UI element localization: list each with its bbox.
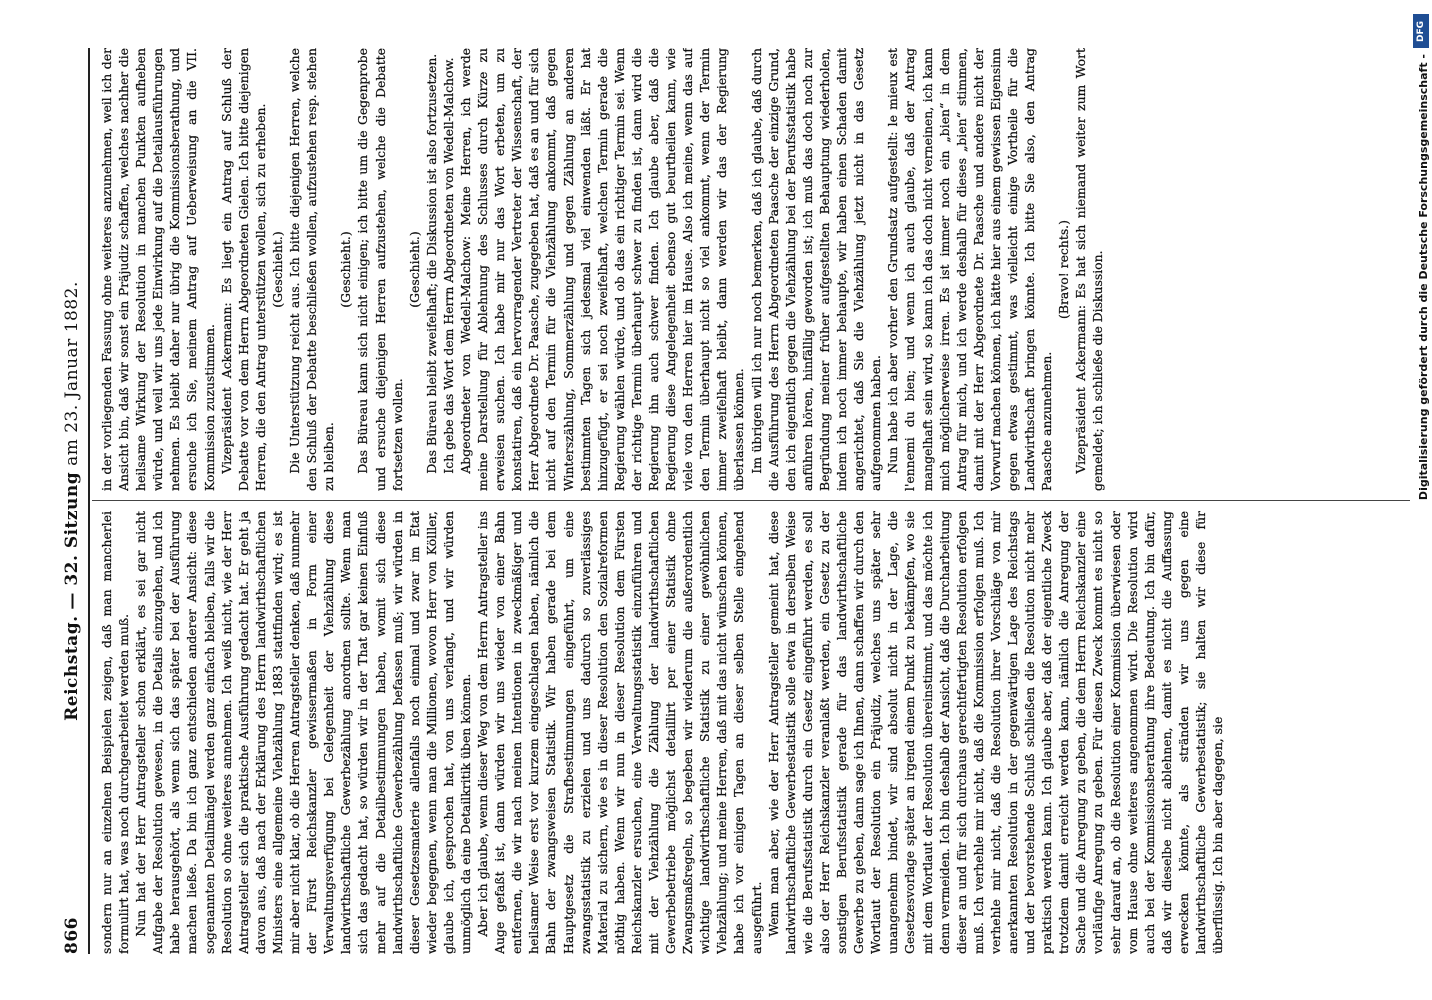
header-date: am 23. Januar 1882.	[62, 281, 82, 466]
stage-note-1: (Geschieht.)	[269, 231, 285, 308]
stage-note-3: (Geschieht.)	[406, 231, 422, 308]
page-number: 866	[62, 917, 82, 954]
right-paragraph-support: Die Unterstützung reicht aus. Ich bitte diejenigen Herren, welche den Schluß der Debatte beschließen wollen, aufzustehen resp. stehen zu bleiben.	[287, 48, 337, 491]
dfg-watermark	[1412, 0, 1430, 1000]
header-rule	[88, 48, 90, 954]
speech-vice-president-1: Vizepräsident Ackermann: Es liegt ein Antrag auf Schluß der Debatte vor von dem Herrn Abgeordneten Gielen. Ich bitte diejenigen Herren, die den Antrag unterstützen wollen, sich zu erheben.	[218, 48, 268, 491]
header-session: — 32. Sitzung	[62, 471, 82, 610]
watermark-text: Digitalisierung gefördert durch die Deutsche Forschungsgemeinschaft -	[1417, 54, 1430, 501]
header-journal: Reichstag.	[62, 615, 82, 721]
right-paragraph-principle: Nun habe ich aber vorher den Grundsatz aufgestellt: le mieux est l'ennemi du bien; und wenn ich auch glaube, daß der Antrag mangelhaft sein wird, so kann ich das doch nicht verneinen, ich kann mich möglicherweise irren. Es ist immer noch ein „bien“ in dem Antrag für mich, und ich werde deshalb für dieses „bien“ stimmen, damit mit der Herr Abgeordnete Dr. Paasche und andere nicht der Vorwurf machen können, ich hätte hier aus einem gewissen Eigensinn gegen etwas gestimmt, was vielleicht einige Vortheile für die Landwirthschaft bringen könnte. Ich bitte Sie also, den Antrag Paasche anzunehmen.	[885, 48, 1055, 491]
right-paragraph-1: in der vorliegenden Fassung ohne weiteres anzunehmen, weil ich der Ansicht bin, daß wir sonst ein Präjudiz schaffen, welches nachher die heilsame Wirkung der Resolution in manchen Punkten aufheben würde, und weil wir uns jede Einwirkung auf die Detailausführungen nehmen. Es bleibt daher nur übrig die Kommissionsberathung, und ersuche ich Sie, meinem Antrag auf Ueberweisung an die VII. Kommission zuzustimmen.	[99, 48, 217, 491]
right-paragraph-bureau-1: Das Büreau kann sich nicht einigen; ich bitte um die Gegenprobe und ersuche diejenigen Herren aufzustehen, welche die Debatte fortsetzen wollen.	[355, 48, 405, 491]
left-paragraph-2: Nun hat der Herr Antragsteller schon erklärt, es sei gar nicht Aufgabe der Resolution gewesen, in die Details einzugehen, und ich habe herausgehört, als wenn sich das später bei der Ausführung machen ließe. Da bin ich ganz entschieden anderer Ansicht: diese sogenannten Detailmängel werden ganz einfach bleiben, falls wir die Resolution so ohne weiteres annehmen. Ich weiß nicht, wie der Herr Antragsteller sich die praktische Ausführung gedacht hat. Er geht ja davon aus, daß nach der Erklärung des Herrn landwirthschaftlichen Ministers eine allgemeine Viehzählung 1883 stattfinden wird; es ist mir aber nicht klar, ob die Herren Antragsteller denken, daß nunmehr der Fürst Reichskanzler gewissermaßen in Form einer Verwaltungsverfügung bei Gelegenheit der Viehzählung diese landwirthschaftliche Gewerbezählung anordnen sollte. Wenn man sich das gedacht hat, so würden wir in der That gar keinen Einfluß mehr auf die Detailbestimmungen haben, womit sich diese landwirthschaftliche Gewerbezählung befassen muß; wir würden in dieser Gesetzesmaterie allenfalls noch einmal und zwar im Etat wieder begegnen, wenn man die Millionen, wovon Herr von Kölller, glaube ich, gesprochen hat, von uns verlangt, und wir würden unmöglich da eine Detailkritik üben können.	[133, 511, 473, 954]
dfg-logo: DFG	[1413, 14, 1429, 48]
right-column	[98, 48, 1410, 491]
column-separator	[92, 500, 1410, 501]
left-paragraph-1: sondern nur an einzelnen Beispielen zeigen, daß man mancherlei formulirt hat, was noch durchgearbeitet werden muß.	[99, 511, 132, 954]
header-title	[62, 48, 82, 954]
right-paragraph-bureau-2: Das Büreau bleibt zweifelhaft; die Diskussion ist also fortzusetzen.	[423, 53, 439, 474]
running-header	[56, 48, 90, 954]
speech-wedell-malchow: Abgeordneter von Wedell-Malchow: Meine Herren, ich werde meine Darstellung für Ablehnung des Schlusses durch Kürze zu erweisen suchen. Ich habe mir nur das Wort erbeten, um zu konstatiren, daß ein hervorragender Vertreter der Wissenschaft, der Herr Abgeordnete Dr. Paasche, zugegeben hat, daß es an und für sich nicht auf den Termin für die Viehzählung ankommt, daß gegen Winterszählung, Sommerzählung und gegen Zählung an anderen bestimmten Tagen sich jedesmal viel einwenden läßt. Er hat hinzugefügt, er sei noch zweifelhaft, welchen Termin gerade die Regierung wählen würde, und ob das ein richtiger Termin sei. Wenn der richtige Termin überhaupt schwer zu finden ist, dann wird die Regierung ihn auch schwer finden. Ich glaube aber, daß die Regierung diese Angelegenheit ebenso gut beurtheilen kann, wie viele von den Herren hier im Hause. Also ich meine, wenn das auf den Termin überhaupt nicht so viel ankommt, wenn der Termin immer zweifelhaft bleibt, dann werden wir das der Regierung überlassen können.	[457, 48, 747, 491]
right-paragraph-remark: Im übrigen will ich nur noch bemerken, daß ich glaube, daß durch die Ausführung des Herrn Abgeordneten Paasche der einzige Grund, den ich eigentlich gegen die Viehzählung bei der Berufsstatistik habe anführen hören, hinfällig geworden ist; ich muß das doch noch zur Begründung meiner früher aufgestellten Behauptung wiederholen, indem ich noch immer behaupte, wir haben einen Schaden damit angerichtet, daß Sie die Viehzählung jetzt nicht in das Gesetz aufgenommen haben.	[748, 48, 884, 491]
left-column	[98, 511, 1410, 954]
right-paragraph-give-word: Ich gebe das Wort dem Herrn Abgeordneten von Wedell-Malchow.	[440, 57, 456, 474]
left-paragraph-3: Aber ich glaube, wenn dieser Weg von dem Herrn Antragsteller ins Auge gefaßt ist, dann würden wir uns wieder von einer Bahn entfernen, die wir nach meinen Intentionen in zweckmäßiger und heilsamer Weise erst vor kurzem eingeschlagen haben, nämlich die Bahn der zwangsweisen Statistik. Wir haben gerade bei dem Hauptgesetz die Strafbestimmungen eingeführt, um eine zwangsstatistik zu erzielen und uns dadurch so zuverlässiges Material zu sichern, wie es in dieser Resolution den Sozialreformen nöthig haben. Wenn wir nun in dieser Resolution dem Fürsten Reichskanzler ersuchen, eine Verwaltungsstatistik einzuführen und mit der Viehzählung die Zählung der landwirthschaftlichen Gewerbebetriebe möglichst detaillirt per einer Statistik ohne Zwangsmaßregeln, so begeben wir wiederum die außerordentlich wichtige landwirthschaftliche Statistik zu einer gewöhnlichen Viehzählung; und meine Herren, daß mit das nicht wünschen können, habe ich vor einigen Tagen an dieser selben Stelle eingehend ausgeführt.	[475, 511, 764, 954]
stage-note-bravo: (Bravo! rechts.)	[1056, 220, 1072, 319]
left-paragraph-4: Wenn man aber, wie der Herr Antragsteller gemeint hat, diese landwirthschaftliche Gewerbestatistik solle etwa in derselben Weise wie die Berufsstatistik durch ein Gesetz eingeführt werden, es soll also der Herr Reichskanzler veranlaßt werden, ein Gesetz zu der sonstigen Berufsstatistik gerade für das landwirthschaftliche Gewerbe zu geben, dann sage ich Ihnen, dann schaffen wir durch den Wortlaut der Resolution ein Präjudiz, welches uns später sehr unangenehm bindet, wir sind absolut nicht in der Lage, die Gesetzesvorlage später an irgend einem Punkt zu bekämpfen, wo sie mit dem Wortlaut der Resolution übereinstimmt, und das möchte ich denn vermeiden. Ich bin deshalb der Ansicht, daß die Durcharbeitung dieser an und für sich durchaus gerechtfertigten Resolution erfolgen muß. Ich verhehle mir nicht, daß die Kommission erfolgen muß. Ich verhehle mir nicht, daß die Resolution ihrer Vorschläge von mir anerkannten Resolution in der gegenwärtigen Lage des Reichstags und der bevorstehende Schluß schließen die Resolution nicht mehr praktisch werden kann. Ich glaube aber, daß der eigentliche Zweck trotzdem damit erreicht werden kann, nämlich die Anregung der Sache und die Anregung zu geben, die dem Herrn Reichskanzler eine vorläufige Anregung zu geben. Für diesen Zweck kommt es nicht so sehr darauf an, ob die Resolution einer Kommission überwiesen oder vom Hause ohne weiteres angenommen wird. Die Resolution wird auch bei der Kommissionsberathung ihre Bedeutung. Ich bin dafür, daß wir dieselbe nicht ablehnen, damit es nicht die Auffassung erwecken könnte, als stränden wir uns gegen eine landwirthschaftliche Gewerbestatistik; sie halten wir diese für überflüssig. Ich bin aber dagegen, sie	[765, 511, 1226, 954]
stage-note-2: (Geschieht.)	[338, 231, 354, 308]
speech-vice-president-2: Vizepräsident Ackermann: Es hat sich niemand weiter zum Wort gemeldet; ich schließe die Diskussion.	[1073, 48, 1106, 491]
page-content	[56, 48, 1410, 954]
